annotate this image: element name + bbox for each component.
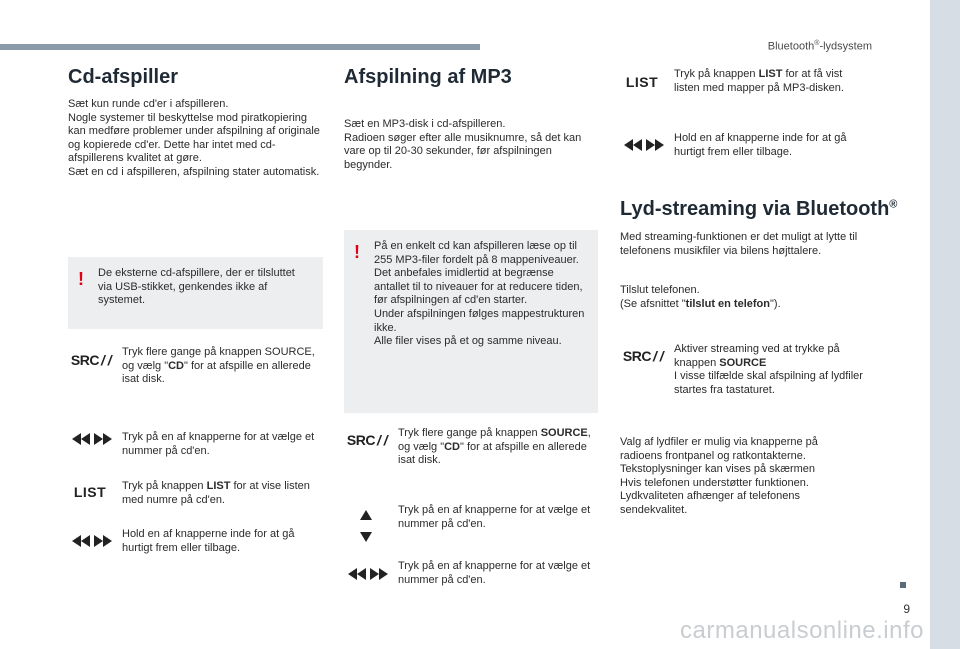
rewind-icon (72, 433, 81, 445)
src-button-icon: SRC / / (346, 432, 388, 448)
rewind-icon (633, 139, 642, 151)
rewind-icon (72, 535, 81, 547)
col1-step2-text: Tryk på en af knapperne for at vælge et nummer på cd'en. (122, 431, 315, 457)
src-button-icon: SRC / / (70, 352, 112, 368)
col3-step3-text: Aktiver streaming ved at trykke på knappen SOURCE I visse tilfælde skal afspilning af lydfiler startes fra tastaturet. (674, 343, 863, 396)
down-arrow-icon (360, 532, 372, 542)
streaming-intro: Med streaming-funktionen er det muligt at lytte til telefonens musikfiler via bilens højttalere. (620, 231, 858, 257)
col3-step1-text: Tryk på knappen LIST for at få vist listen med mapper på MP3-disken. (674, 68, 844, 94)
col1-step1-text: Tryk flere gange på knappen SOURCE, og vælg "CD" for at afspille en allerede isat disk. (122, 346, 315, 386)
list-button-icon: LIST (73, 484, 107, 500)
col3-step2-text: Hold en af knapperne inde for at gå hurtigt frem eller tilbage. (674, 132, 847, 158)
up-down-buttons-icon (358, 508, 374, 544)
forward-icon (646, 139, 655, 151)
col2-step3-text: Tryk på en af knapperne for at vælge et nummer på cd'en. (398, 560, 591, 586)
warning-icon: ! (78, 269, 84, 289)
cd-intro: Sæt kun runde cd'er i afspilleren. Nogle systemer til beskyttelse mod piratkopiering kan medføre problemer under afspilning af originale og kopierede cd'er. Dette har intet med cd-afspillerens kvalitet at gøre. Sæt en cd i afspilleren, afspilning stater automatisk. (68, 98, 320, 178)
warning-icon: ! (354, 242, 360, 262)
heading-cd-player: Cd-afspiller (68, 66, 179, 88)
forward-icon (655, 139, 664, 151)
rewind-icon (81, 535, 90, 547)
forward-icon (94, 433, 103, 445)
col1-step3-text: Tryk på knappen LIST for at vise listen med numre på cd'en. (122, 480, 310, 506)
forward-icon (94, 535, 103, 547)
forward-icon (103, 433, 112, 445)
rewind-icon (348, 568, 357, 580)
page-number: 9 (903, 602, 910, 616)
header-rule (0, 44, 480, 50)
connect-phone-text: Tilslut telefonen. (Se afsnittet "tilslut en telefon"). (620, 284, 781, 310)
src-button-icon: SRC / / (622, 348, 664, 364)
rewind-icon (357, 568, 366, 580)
note-usb-text: De eksterne cd-afspillere, der er tilsluttet via USB-stikket, genkendes ikke af systemet. (98, 267, 295, 307)
skip-buttons-icon (70, 432, 114, 446)
rewind-icon (81, 433, 90, 445)
skip-buttons-icon (346, 567, 390, 581)
forward-icon (379, 568, 388, 580)
forward-icon (103, 535, 112, 547)
rewind-icon (624, 139, 633, 151)
forward-icon (370, 568, 379, 580)
side-strip (930, 0, 960, 649)
continue-marker (900, 582, 906, 588)
note-box-mp3 (344, 230, 598, 413)
audio-file-selection-text: Valg af lydfiler er mulig via knapperne på radioens frontpanel og ratkontakterne. Tekstoplysninger kan vises på skærmen Hvis telefonen understøtter funktionen. Lydkvaliteten afhænger af telefonens sendekvalitet. (620, 436, 818, 516)
col2-step2-text: Tryk på en af knapperne for at vælge et nummer på cd'en. (398, 504, 591, 530)
skip-buttons-icon (622, 138, 666, 152)
page-header-title: Bluetooth®-lydsystem (767, 40, 872, 53)
heading-bluetooth-streaming: Lyd-streaming via Bluetooth® (620, 198, 898, 220)
col1-step4-text: Hold en af knapperne inde for at gå hurtigt frem eller tilbage. (122, 528, 295, 554)
col2-step1-text: Tryk flere gange på knappen SOURCE, og vælg "CD" for at afspille en allerede isat disk. (398, 427, 591, 467)
note-box-usb (68, 257, 323, 329)
note-mp3-text: På en enkelt cd kan afspilleren læse op til 255 MP3-filer fordelt på 8 mappeniveauer. Det anbefales imidlertid at begrænse antallet til to niveauer for at reducere tiden, før afspilningen af cd'en starter. Under afspilningen følges mappestrukturen ikke. Alle filer vises på et og samme niveau. (374, 240, 585, 348)
skip-buttons-icon (70, 534, 114, 548)
up-arrow-icon (360, 510, 372, 520)
mp3-intro: Sæt en MP3-disk i cd-afspilleren. Radioen søger efter alle musiknumre, så det kan vare op til 20-30 sekunder, før afspilningen begynder. (344, 118, 582, 171)
heading-mp3: Afspilning af MP3 (344, 66, 512, 88)
watermark: carmanualsonline.info (680, 617, 924, 644)
list-button-icon: LIST (625, 74, 659, 90)
